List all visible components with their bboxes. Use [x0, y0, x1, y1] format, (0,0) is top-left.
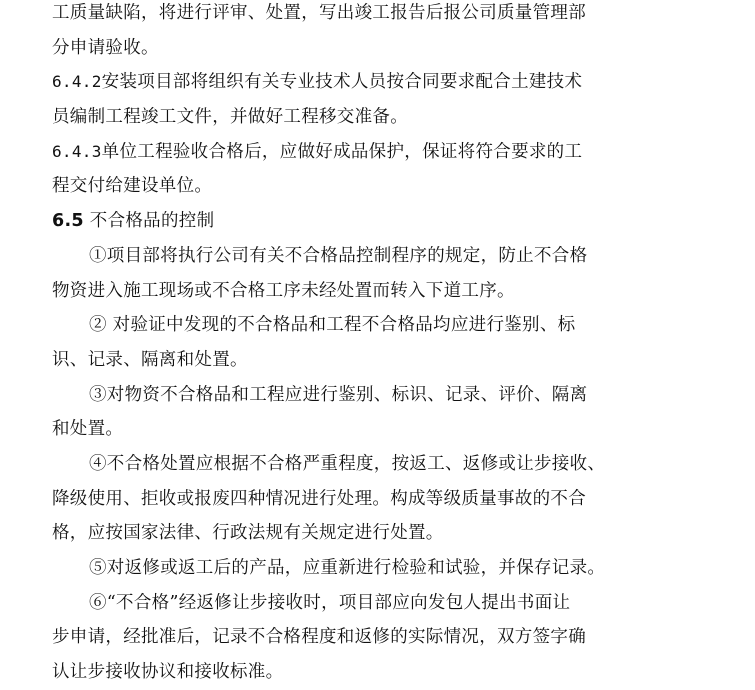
text-line: 安装项目部将组织有关专业技术人员按合同要求配合土建技术 [101, 72, 583, 93]
text-line: ①项目部将执行公司有关不合格品控制程序的规定，防止不合格 [89, 245, 588, 266]
text-line: 程交付给建设单位。 [52, 176, 213, 197]
text-line: 步申请，经批准后，记录不合格程度和返修的实际情况，双方签字确 [52, 627, 586, 648]
text-line: ⑤对返修或返工后的产品，应重新进行检验和试验，并保存记录。 [89, 558, 606, 578]
text-line: 降级使用、拒收或报废四种情况进行处理。构成等级质量事故的不合 [52, 488, 586, 509]
item-5 [52, 551, 692, 586]
section-number: 6.5 [52, 211, 84, 232]
clause-number: 6.4.3 [52, 141, 102, 161]
text-line: 识、记录、隔离和处置。 [52, 349, 248, 370]
section-title: 不合格品的控制 [89, 211, 215, 232]
text-line: 员编制工程竣工文件，并做好工程移交准备。 [52, 107, 408, 128]
clause-line [52, 135, 692, 170]
text-line: 和处置。 [52, 419, 124, 440]
item-1 [52, 239, 692, 308]
text-line: ③对物资不合格品和工程应进行鉴别、标识、记录、评价、隔离 [89, 384, 588, 405]
section-heading-6-5 [52, 204, 692, 239]
text-line: 物资进入施工现场或不合格工序未经处置而转入下道工序。 [52, 280, 515, 301]
document-page [52, 0, 692, 690]
item-3 [52, 378, 692, 447]
text-line: 工质量缺陷，将进行评审、处置，写出竣工报告后报公司质量管理部 [52, 3, 586, 23]
text-line: 单位工程验收合格后，应做好成品保护，保证将符合要求的工 [101, 141, 583, 162]
text-line: ② 对验证中发现的不合格品和工程不合格品均应进行鉴别、标 [89, 315, 576, 336]
item-4 [52, 447, 692, 551]
clause-6-4-3 [52, 135, 692, 204]
text-line: ⑥“不合格”经返修让步接收时，项目部应向发包人提出书面让 [89, 592, 571, 613]
text-line: 分申请验收。 [52, 37, 159, 58]
text-line: 格，应按国家法律、行政法规有关规定进行处置。 [52, 523, 444, 544]
text-line: ④不合格处置应根据不合格严重程度，按返工、返修或让步接收、 [89, 453, 606, 474]
text-line: 认让步接收协议和接收标准。 [52, 662, 284, 683]
clause-6-4-2 [52, 65, 692, 134]
item-2 [52, 308, 692, 377]
paragraph-quality-defects [52, 0, 692, 65]
item-6 [52, 586, 692, 690]
clause-line [52, 65, 692, 100]
clause-number: 6.4.2 [52, 72, 102, 92]
